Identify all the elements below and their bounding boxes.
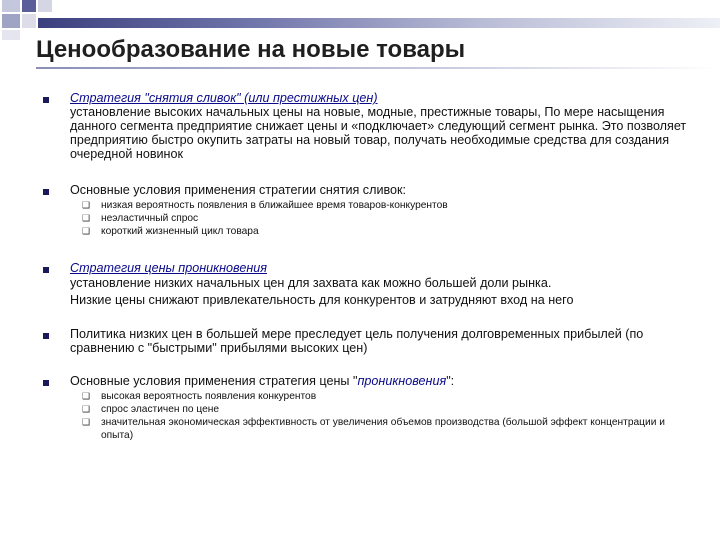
decor-square [2,0,20,12]
skimming-conditions-heading: Основные условия применения стратегии снятия сливок: [70,183,407,197]
skimming-conditions-list [82,199,692,238]
decor-square [22,14,36,28]
checkbox-square-icon: ❑ [82,226,91,236]
checkbox-square-icon: ❑ [82,391,91,401]
bullet-marker [43,97,49,103]
decor-square [2,30,20,40]
penetration-conditions-heading: Основные условия применения стратегия цены " [70,374,358,388]
decor-square [38,0,52,12]
checkbox-square-icon: ❑ [82,404,91,414]
checkbox-square-icon: ❑ [82,213,91,223]
header-gradient-bar [38,18,720,28]
bullet-low-price-policy [70,327,710,355]
bullet-marker [43,380,49,386]
checkbox-square-icon: ❑ [82,200,91,210]
bullet-marker [43,267,49,273]
slide-title: Ценообразование на новые товары [36,36,466,63]
list-item: ❑ значительная экономическая эффективность от увеличения объемов производства (большой эффект концентрации и опыта) [82,417,665,441]
bullet-penetration-conditions [70,374,710,388]
bullet-penetration-strategy [70,261,710,309]
decor-square [2,14,20,28]
bullet-skimming-strategy [70,91,710,161]
penetration-conditions-list [82,390,692,442]
skimming-heading: Стратегия "снятия сливок" (или престижных цен) [70,91,378,105]
penetration-conditions-heading-em: проникновения [357,374,447,388]
penetration-heading: Стратегия цены проникновения [70,261,268,275]
penetration-conditions-heading-tail: ": [446,374,455,388]
checkbox-square-icon: ❑ [82,417,91,427]
penetration-description-2: Низкие цены снижают привлекательность для конкурентов и затрудняют вход на него [70,293,574,307]
penetration-description-1: установление низких начальных цен для захвата как можно большей доли рынка. [70,276,552,290]
bullet-skimming-conditions [70,183,710,197]
skimming-description: установление высоких начальных цены на новые, модные, престижные товары, По мере насыщения данного сегмента предприятие снижает цены и «подключает» следующий сегмент рынка. Это позволяет предприятию быстро окупить затраты на новый товар, получать необходимые средства для создания очередной новинок [70,105,687,161]
list-item: ❑ неэластичный спрос [82,213,199,224]
list-item: ❑ короткий жизненный цикл товара [82,226,259,237]
list-item: ❑ спрос эластичен по цене [82,404,220,415]
title-underline [36,67,720,69]
list-item: ❑ высокая вероятность появления конкурентов [82,391,317,402]
low-price-policy-text: Политика низких цен в большей мере преследует цель получения долговременных прибылей (по сравнению с "быстрыми" прибылями высоких цен) [70,327,644,355]
bullet-marker [43,189,49,195]
bullet-marker [43,333,49,339]
list-item: ❑ низкая вероятность появления в ближайшее время товаров-конкурентов [82,200,448,211]
decor-square [22,0,36,12]
